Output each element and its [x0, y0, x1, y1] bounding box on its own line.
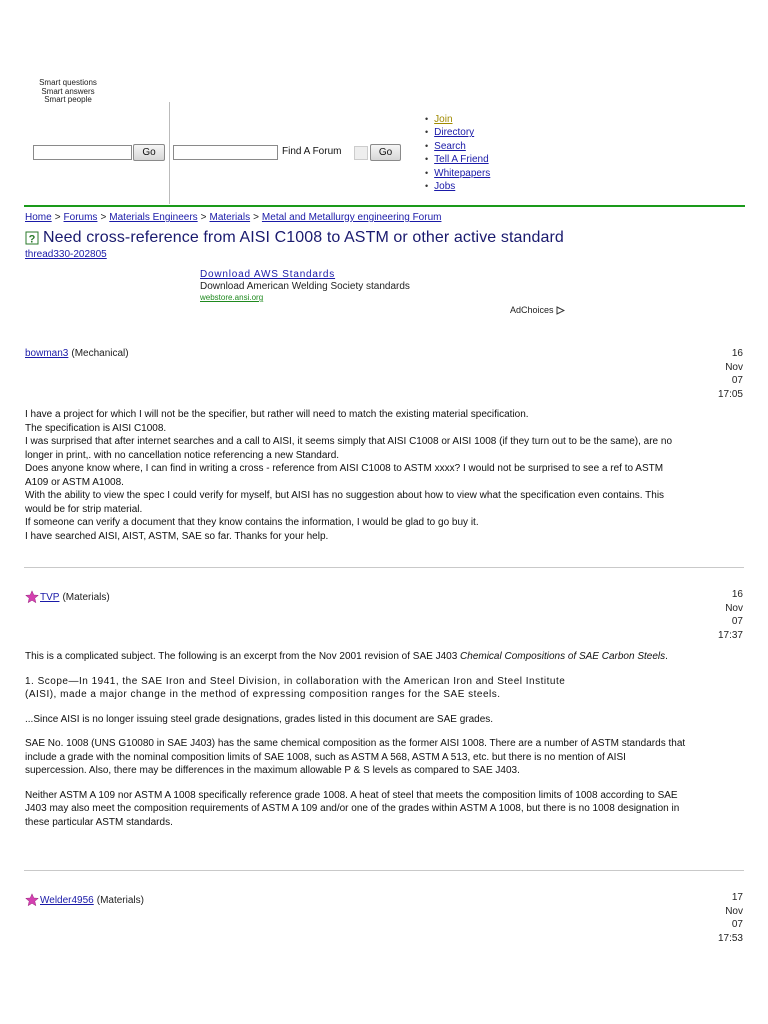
adchoices-badge[interactable]: [510, 305, 565, 315]
breadcrumb-separator: >: [54, 212, 61, 223]
breadcrumb-separator: >: [100, 212, 107, 223]
thread-id-link[interactable]: thread330-202805: [25, 249, 107, 260]
header-divider: [169, 102, 170, 204]
post-date-time: 17:05: [717, 388, 743, 400]
post-line: SAE No. 1008 (UNS G10080 in SAE J403) has the same chemical composition as the former AISI 1008. There are a number of ASTM standards that: [25, 738, 686, 749]
post-line: With the ability to view the spec I could verify for myself, but AISI has no suggestion about how to view what the specification even contains. This: [25, 490, 665, 501]
tell-friend-link[interactable]: Tell A Friend: [434, 154, 489, 166]
post-date: [683, 588, 743, 642]
post-line: these particular ASTM standards.: [25, 816, 173, 828]
post-date-year: 07: [731, 919, 743, 930]
star-icon: [25, 590, 39, 604]
post-line: would be for strip material.: [25, 503, 143, 515]
forum-dropdown[interactable]: [354, 146, 368, 160]
top-nav-links: [425, 113, 490, 193]
post-line: supercession. Also, there may be differences in the maximum allowable P & S levels as compared to SAE J403.: [25, 765, 520, 776]
post-intro: [25, 650, 735, 664]
post-author-link[interactable]: TVP: [40, 591, 60, 603]
post-date-time: 17:53: [717, 932, 743, 944]
tagline-line: Smart answers: [41, 86, 95, 96]
post-author-role: (Mechanical): [71, 348, 129, 359]
post-line: I have searched AISI, AIST, ASTM, SAE so far. Thanks for your help.: [25, 530, 329, 542]
post-line: longer in print,. with no cancellation notice referencing a new Standard.: [25, 449, 340, 461]
post-date: [683, 891, 743, 945]
whitepapers-link[interactable]: Whitepapers: [434, 167, 491, 179]
post-date-time: 17:37: [717, 629, 743, 641]
breadcrumb-materials-engineers[interactable]: Materials Engineers: [109, 212, 198, 223]
directory-link[interactable]: Directory: [434, 127, 475, 139]
post-author-link[interactable]: bowman3: [25, 348, 69, 359]
post-date-month: Nov: [725, 905, 743, 917]
breadcrumb-separator: >: [200, 212, 207, 223]
nav-item-directory: [425, 126, 490, 139]
post-line: I was surprised that after internet searches and a call to AISI, it seems simply that AISI C1008 or AISI 1008 (if they turn out to be the same), are no: [25, 436, 673, 447]
search-link[interactable]: Search: [434, 140, 466, 152]
breadcrumb: [25, 212, 441, 223]
quote-scope-line: 1. Scope—In 1941, the SAE Iron and Steel Division, in collaboration with the American Iron and Steel Institute: [25, 675, 566, 687]
post-author-link[interactable]: Welder4956: [40, 894, 94, 906]
tagline-line: Smart questions: [39, 78, 97, 87]
jobs-link[interactable]: Jobs: [434, 181, 456, 193]
breadcrumb-forum[interactable]: Metal and Metallurgy engineering Forum: [261, 212, 442, 223]
post-date-day: 16: [731, 589, 743, 600]
post-date-year: 07: [731, 616, 743, 627]
post-line: J403 may also meet the composition requirements of ASTM A 109 and/or one of the grades within ASTM A 1008, but there is no 1008 designation in: [25, 803, 680, 814]
find-forum-label: Find A Forum: [282, 146, 342, 157]
post-line: I have a project for which I will not be the specifier, but rather will need to match the existing material specification.: [25, 409, 529, 420]
adchoices-icon: [556, 306, 565, 315]
find-forum-button[interactable]: Go: [370, 144, 401, 161]
intro-italic-title: Chemical Compositions of SAE Carbon Steels: [460, 651, 666, 662]
nav-item-search: [425, 140, 490, 153]
svg-text:?: ?: [28, 233, 36, 245]
tagline-line: Smart people: [44, 95, 92, 104]
question-icon: [25, 231, 39, 245]
breadcrumb-separator: >: [253, 212, 259, 223]
quote-since-line: ...Since AISI is no longer issuing steel grade designations, grades listed in this document are SAE grades.: [25, 713, 494, 725]
site-tagline: [30, 79, 106, 105]
nav-item-jobs: [425, 180, 490, 193]
site-search-input[interactable]: [33, 145, 132, 160]
star-icon: [25, 893, 39, 907]
nav-item-join: [425, 113, 490, 126]
post-author-role: (Materials): [96, 894, 144, 906]
breadcrumb-materials[interactable]: Materials: [209, 212, 251, 223]
nav-item-tell-friend: [425, 153, 490, 166]
adchoices-label: AdChoices: [510, 305, 554, 315]
thread-title: Need cross-reference from AISI C1008 to ASTM or other active standard: [43, 229, 564, 246]
post-line: A109 or ASTM A1008.: [25, 476, 124, 488]
post-line: Neither ASTM A 109 nor ASTM A 1008 specifically reference grade 1008. A heat of steel that meets the composition limits of 1008 according to SAE: [25, 789, 678, 801]
ad-url[interactable]: webstore.ansi.org: [200, 293, 264, 302]
intro-text: This is a complicated subject. The following is an excerpt from the Nov 2001 revision of SAE J403: [25, 651, 461, 662]
nav-item-whitepapers: [425, 167, 490, 180]
post-divider: [24, 870, 744, 871]
post-date-day: 17: [731, 892, 743, 903]
post-header: [25, 348, 129, 359]
page-title: [25, 229, 564, 247]
post-header: [25, 590, 110, 604]
post-line: Does anyone know where, I can find in writing a cross - reference from AISI C1008 to ASTM xxxx? I would not be surprised to see a ref to ASTM: [25, 463, 664, 474]
post-date-year: 07: [731, 375, 743, 386]
forum-search-input[interactable]: [173, 145, 278, 160]
post-body: [25, 650, 735, 829]
post-date-month: Nov: [725, 361, 743, 373]
post-line: If someone can verify a document that they know contains the information, I would be glad to go buy it.: [25, 517, 479, 528]
intro-end: .: [665, 651, 668, 662]
post-author-role: (Materials): [62, 591, 110, 603]
post-date: [683, 347, 743, 401]
join-link[interactable]: Join: [434, 114, 453, 125]
post-date-month: Nov: [725, 602, 743, 614]
post-line: The specification is AISI C1008.: [25, 422, 167, 434]
quote-scope-line: (AISI), made a major change in the method of expressing composition ranges for the SAE steels.: [25, 689, 501, 700]
ad-description: Download American Welding Society standards: [200, 281, 410, 292]
post-line: include a grade with the nominal composition limits of SAE 1008, such as ASTM A 568, ASTM A 513, etc. but there is no mention of AISI: [25, 751, 626, 763]
header-rule: [24, 205, 745, 207]
post-header: [25, 893, 144, 907]
breadcrumb-home[interactable]: Home: [25, 212, 52, 223]
ad-title-link[interactable]: Download AWS Standards: [200, 269, 336, 280]
site-search-button[interactable]: Go: [133, 144, 165, 161]
post-divider: [24, 567, 744, 568]
post-date-day: 16: [731, 348, 743, 359]
breadcrumb-forums[interactable]: Forums: [63, 212, 98, 223]
post-body: [25, 408, 735, 543]
